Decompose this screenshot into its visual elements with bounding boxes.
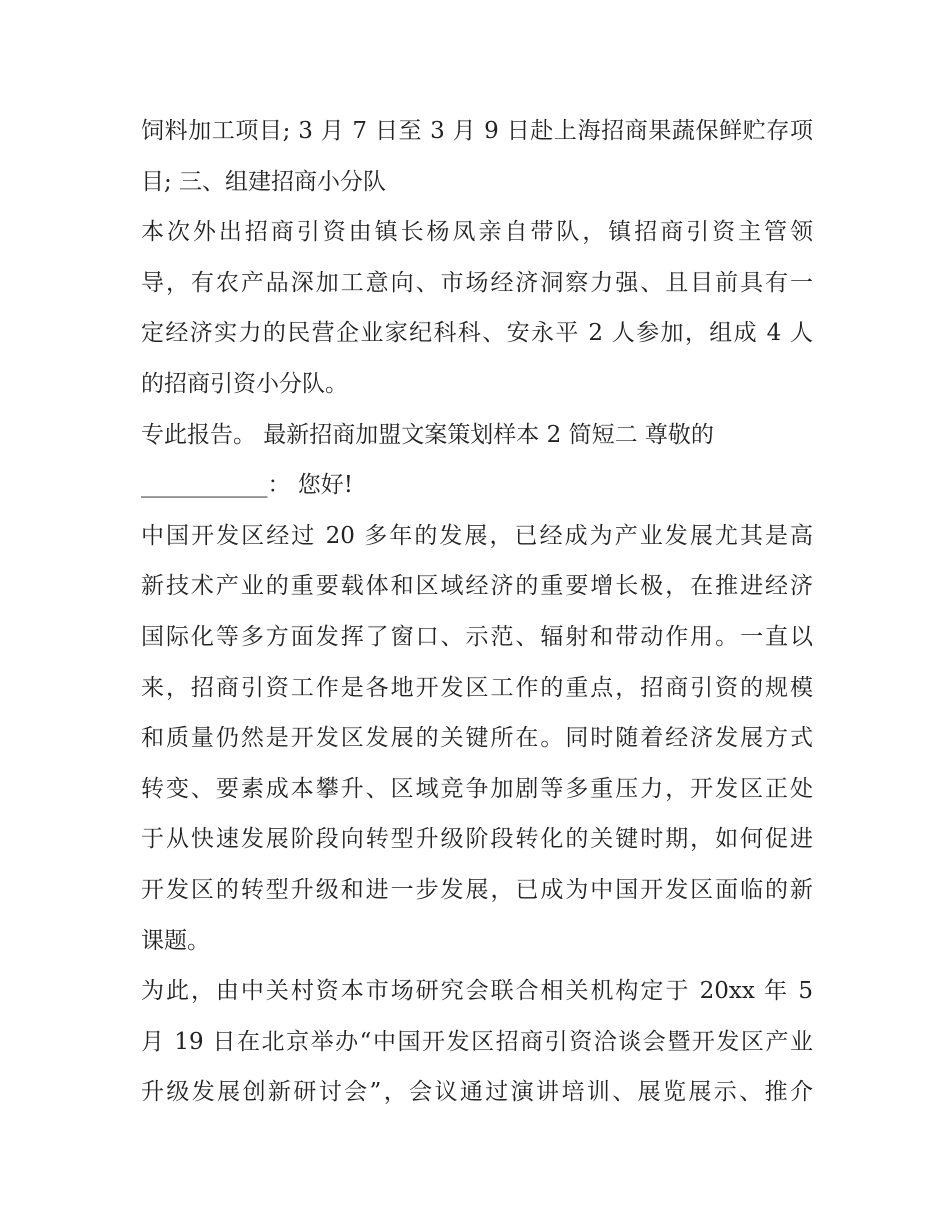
text-line: 月 19 日在北京举办“中国开发区招商引资洽谈会暨开发区产业 [141, 1028, 813, 1055]
text-line: 中国开发区经过 20 多年的发展，已经成为产业发展尤其是高 [141, 522, 813, 549]
text-line: 饲料加工项目; 3 月 7 日至 3 月 9 日赴上海招商果蔬保鲜贮存项 [141, 118, 813, 144]
text-line: 定经济实力的民营企业家纪科科、安永平 2 人参加，组成 4 人 [141, 320, 813, 347]
document-body [141, 106, 813, 1118]
text-line: 开发区的转型升级和进一步发展，已成为中国开发区面临的新 [141, 876, 813, 903]
text-line: 目; 三、组建招商小分队 [141, 168, 387, 195]
text-line: 于从快速发展阶段向转型升级阶段转化的关键时期，如何促进 [141, 826, 813, 853]
text-line: 新技术产业的重要载体和区域经济的重要增长极，在推进经济 [141, 573, 813, 600]
text-line: 导，有农产品深加工意向、市场经济洞察力强、且目前具有一 [141, 269, 813, 296]
text-line: 来，招商引资工作是各地开发区工作的重点，招商引资的规模 [141, 674, 813, 701]
text-line: 为此，由中关村资本市场研究会联合相关机构定于 20xx 年 5 [141, 978, 813, 1005]
text-line: 转变、要素成本攀升、区域竞争加剧等多重压力，开发区正处 [141, 775, 813, 802]
text-line: 专此报告。 最新招商加盟文案策划样本 2 简短二 尊敬的 [141, 421, 714, 448]
text-line: ___________： 您好! [141, 472, 354, 499]
text-line: 的招商引资小分队。 [141, 370, 348, 397]
text-line: 本次外出招商引资由镇长杨凤亲自带队，镇招商引资主管领 [141, 219, 813, 246]
text-line: 和质量仍然是开发区发展的关键所在。同时随着经济发展方式 [141, 725, 813, 752]
text-line: 国际化等多方面发挥了窗口、示范、辐射和带动作用。一直以 [141, 623, 813, 650]
text-line: 升级发展创新研讨会”，会议通过演讲培训、展览展示、推介 [141, 1079, 813, 1106]
text-line: 课题。 [141, 927, 210, 954]
